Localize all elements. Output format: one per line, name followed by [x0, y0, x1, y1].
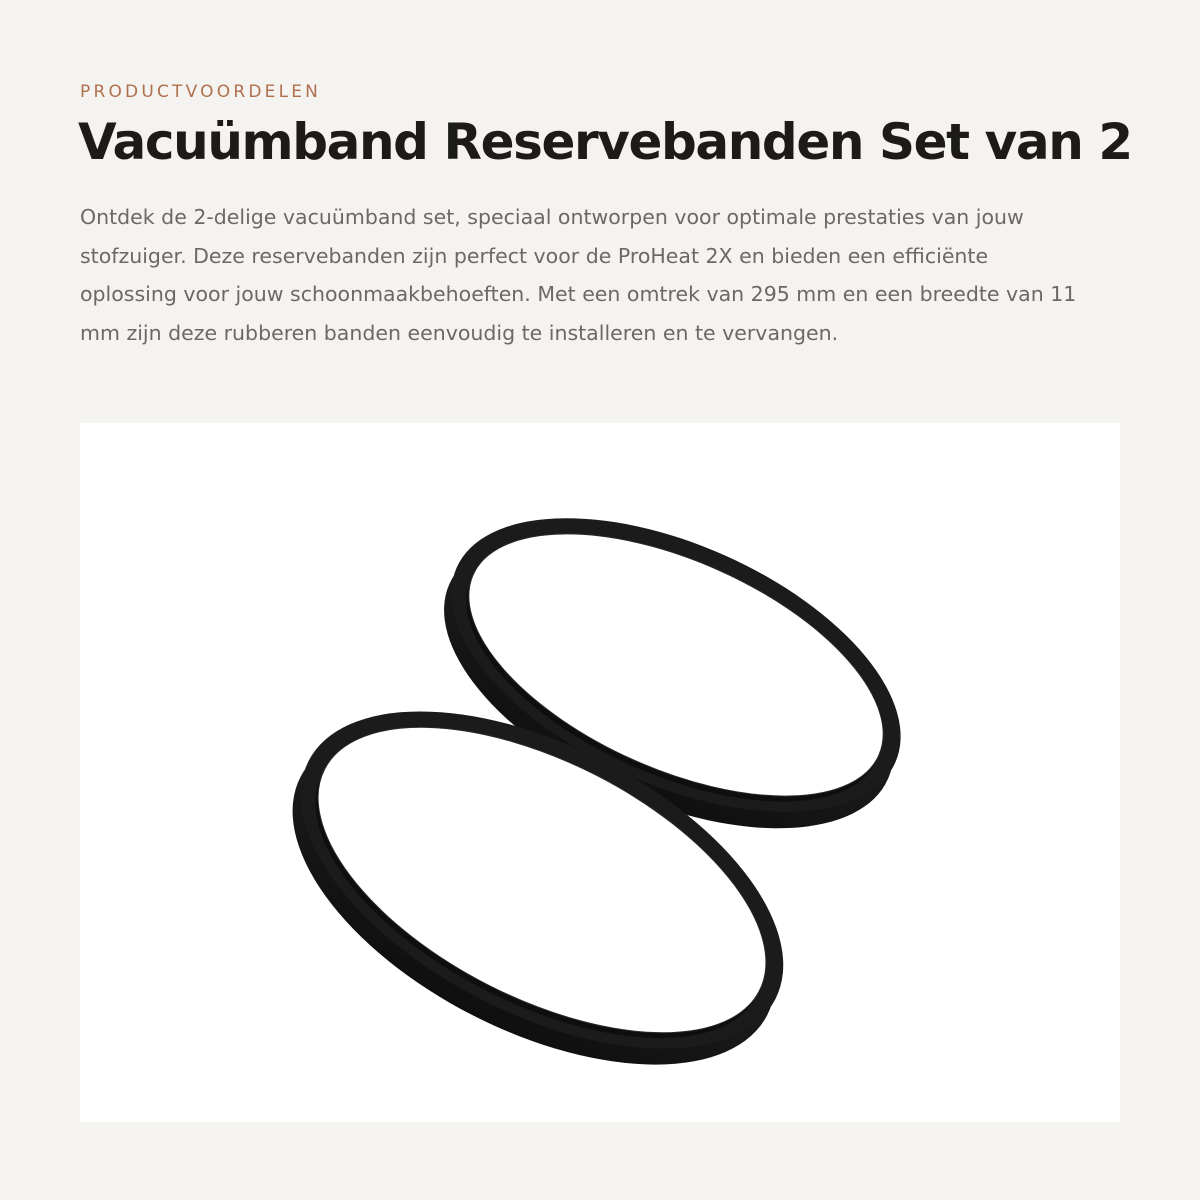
product-image [80, 423, 1120, 1122]
section-eyebrow: PRODUCTVOORDELEN [80, 82, 322, 102]
product-description: Ontdek de 2-delige vacuümband set, speciaal ontworpen voor optimale prestaties van jouw stofzuiger. Deze reservebanden zijn perfect voor de ProHeat 2X en bieden een efficiënte oplossing voor jouw schoonmaakbehoeften. Met een omtrek van 295 mm en een breedte van 11 mm zijn deze rubberen banden eenvoudig te installeren en te vervangen. [80, 205, 1077, 345]
product-title: Vacuümband Reservebanden Set van 2 [78, 113, 1132, 171]
